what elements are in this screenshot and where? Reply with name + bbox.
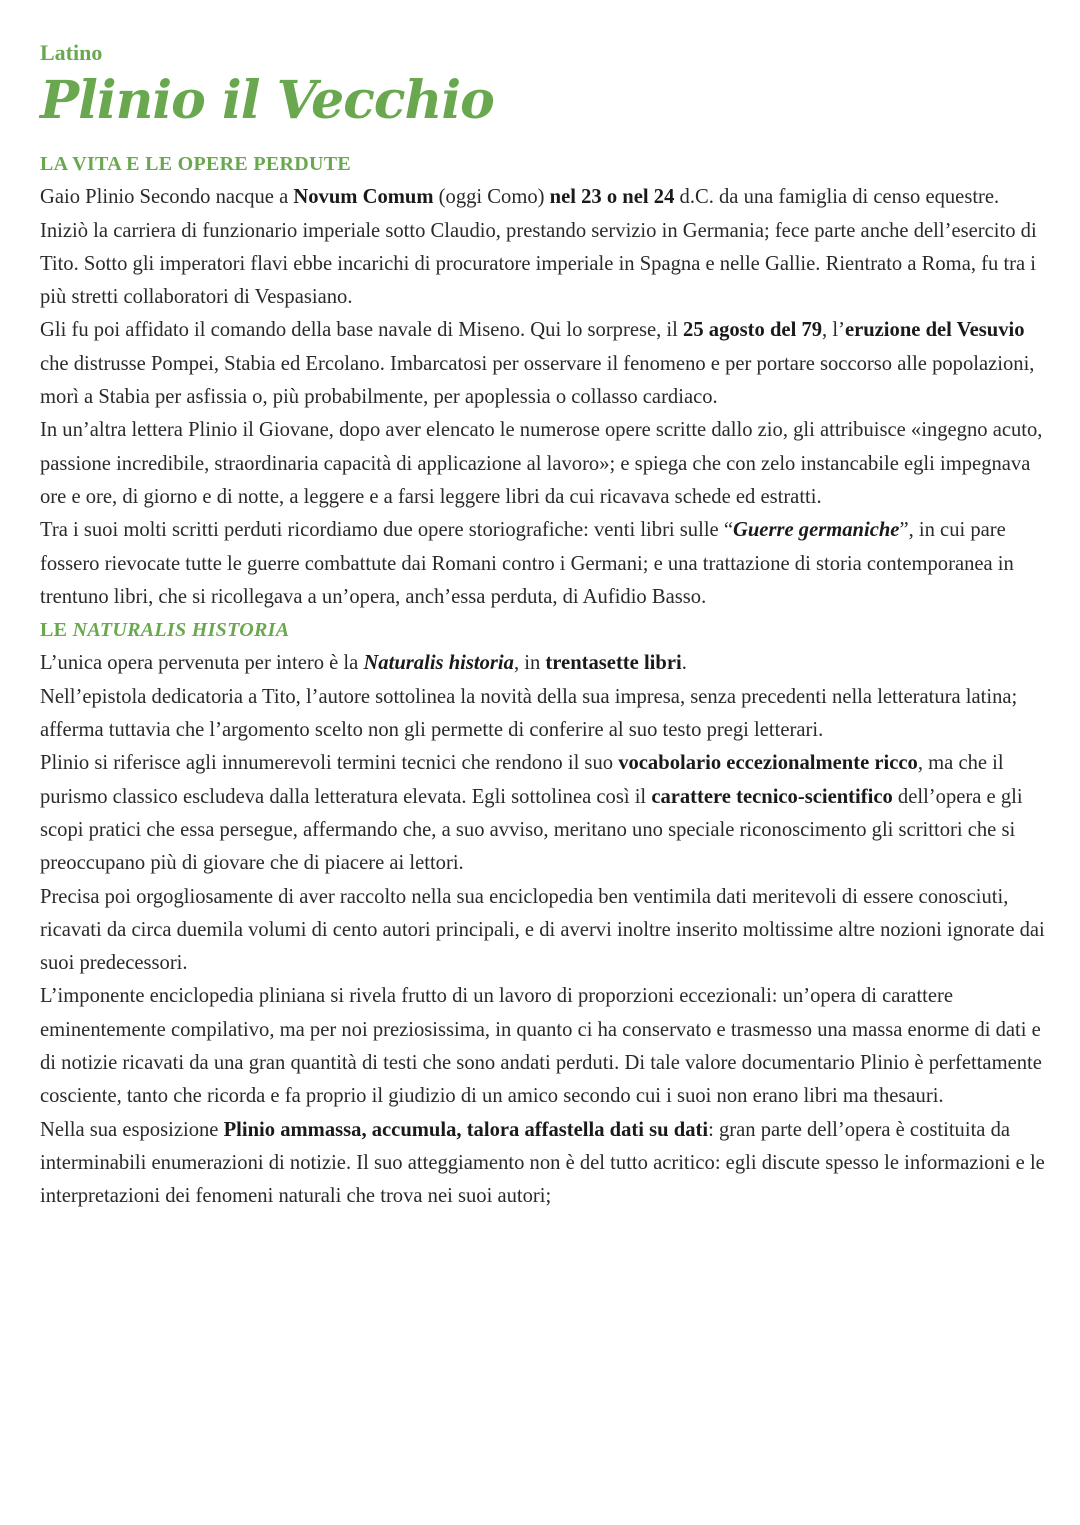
bold-text: 25 agosto del 79 xyxy=(683,319,823,342)
bold-text: trentasette libri xyxy=(545,652,682,675)
paragraph: L’unica opera pervenuta per intero è la Naturalis historia, in trentasette libri. xyxy=(40,652,687,675)
subject-label: Latino xyxy=(40,40,103,65)
section-heading-naturalis: LE NATURALIS HISTORIA xyxy=(40,619,290,642)
paragraph: Precisa poi orgogliosamente di aver raccolto nella sua enciclopedia ben ventimila dati meritevoli di essere conosciuti, ricavati da circa duemila volumi di cento autori principali, e di avervi inoltre inserito moltissime altre nozioni ignorate dai suoi predecessori. xyxy=(40,885,1045,975)
paragraph: Nell’epistola dedicatoria a Tito, l’autore sottolinea la novità della sua impresa, senza precedenti nella letteratura latina; afferma tuttavia che l’argomento scelto non gli permette di conferire al suo testo pregi letterari. xyxy=(40,685,1018,742)
bold-text: nel 23 o nel 24 xyxy=(549,186,675,209)
bold-text: eruzione del Vesuvio xyxy=(844,319,1025,342)
page-title: Plinio il Vecchio xyxy=(40,70,494,131)
bold-italic-text: Guerre germaniche xyxy=(732,519,900,542)
paragraph: Plinio si riferisce agli innumerevoli termini tecnici che rendono il suo vocabolario eccezionalmente ricco, ma che il purismo classico escludeva dalla letteratura elevata. Egli sottolinea così il carattere tecnico-scientifico dell’opera e gli scopi pratici che essa persegue, affermando che, a suo avviso, meritano uno speciale riconoscimento gli scrittori che si preoccupano più di giovare che di piacere ai lettori. xyxy=(40,752,1023,875)
paragraph: Gli fu poi affidato il comando della base navale di Miseno. Qui lo sorprese, il 25 agosto del 79, l’eruzione del Vesuvio che distrusse Pompei, Stabia ed Ercolano. Imbarcatosi per osservare il fenomeno e per portare soccorso alle popolazioni, morì a Stabia per asfissia o, più probabilmente, per apoplessia o collasso cardiaco. xyxy=(40,319,1035,409)
bold-italic-text: Naturalis historia xyxy=(363,652,514,675)
bold-text: Plinio ammassa, accumula, talora affastella dati su dati xyxy=(223,1118,709,1141)
paragraph: L’imponente enciclopedia pliniana si rivela frutto di un lavoro di proporzioni eccezionali: un’opera di carattere eminentemente compilativo, ma per noi preziosissima, in quanto ci ha conservato e trasmesso una massa enorme di dati e di notizie ricavati da una gran quantità di testi che sono andati perduti. Di tale valore documentario Plinio è perfettamente cosciente, tanto che ricorda e fa proprio il giudizio di un amico secondo cui i suoi non erano libri ma thesauri. xyxy=(40,985,1042,1108)
bold-text: Novum Comum xyxy=(293,186,434,209)
paragraph: Gaio Plinio Secondo nacque a Novum Comum (oggi Como) nel 23 o nel 24 d.C. da una famiglia di censo equestre. Iniziò la carriera di funzionario imperiale sotto Claudio, prestando servizio in Germania; fece parte anche dell’esercito di Tito. Sotto gli imperatori flavi ebbe incarichi di procuratore imperiale in Spagna e nelle Gallie. Rientrato a Roma, fu tra i più stretti collaboratori di Vespasiano. xyxy=(40,186,1037,309)
paragraph: Nella sua esposizione Plinio ammassa, accumula, talora affastella dati su dati: gran parte dell’opera è costituita da interminabili enumerazioni di notizie. Il suo atteggiamento non è del tutto acritico: egli discute spesso le informazioni e le interpretazioni dei fenomeni naturali che trova nei suoi autori; xyxy=(40,1118,1045,1208)
bold-text: carattere tecnico-scientifico xyxy=(651,785,893,808)
paragraph: In un’altra lettera Plinio il Giovane, dopo aver elencato le numerose opere scritte dallo zio, gli attribuisce «ingegno acuto, passione incredibile, straordinaria capacità di applicazione al lavoro»; e spiega che con zelo instancabile egli impegnava ore e ore, di giorno e di notte, a leggere e a farsi leggere libri da cui ricavava schede ed estratti. xyxy=(40,419,1043,508)
document-page xyxy=(40,40,1048,1214)
bold-text: vocabolario eccezionalmente ricco xyxy=(618,752,918,775)
paragraph: Tra i suoi molti scritti perduti ricordiamo due opere storiografiche: venti libri sulle “Guerre germaniche”, in cui pare fossero rievocate tutte le guerre combattute dai Romani contro i Germani; e una trattazione di storia contemporanea in trentuno libri, che si ricollegava a un’opera, anch’essa perduta, di Aufidio Basso. xyxy=(40,519,1014,608)
section-heading-life: LA VITA E LE OPERE PERDUTE xyxy=(40,153,352,175)
